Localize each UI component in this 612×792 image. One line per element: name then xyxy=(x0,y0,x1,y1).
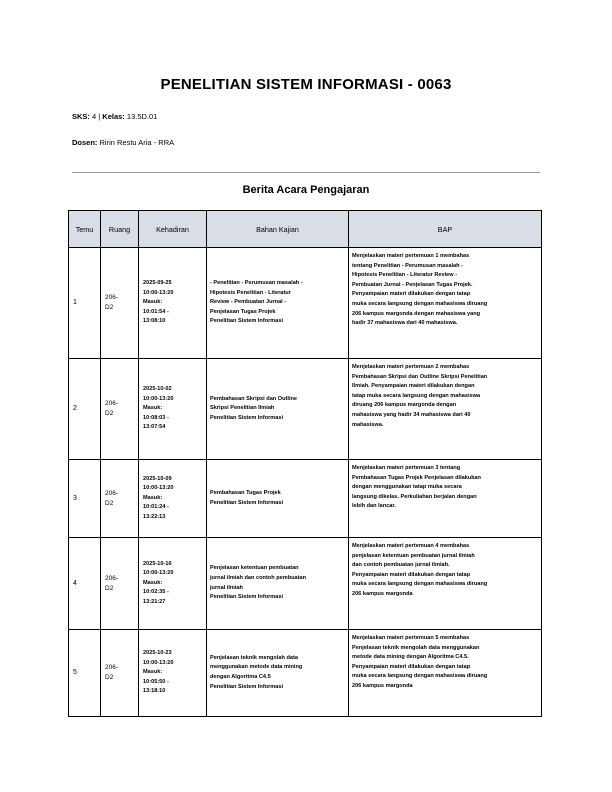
header-kehadiran: Kehadiran xyxy=(139,211,207,248)
cell-kehadiran-text: 2025-10-16 10:00-13:20 Masuk: 10:02:35 - 13:21:27 xyxy=(143,560,174,605)
cell-bahan-kajian-text: Pembahasan Skripsi dan Outline Skripsi Penelitian Ilmiah Penelitian Sistem Informasi xyxy=(210,395,298,421)
cell-kehadiran-text: 2025-09-25 10:00-13:20 Masuk: 10:01:54 - 13:08:10 xyxy=(143,280,174,325)
cell-bahan-kajian-text: Penjelasan teknik mengolah data menggunakan metode data mining dengan Algoritma C4.5 Penelitian Sistem Informasi xyxy=(210,654,303,690)
cell-ruang xyxy=(101,359,139,460)
cell-bahan-kajian xyxy=(207,538,349,630)
cell-ruang xyxy=(101,248,139,359)
teaching-record-table xyxy=(68,210,542,717)
kelas-label: Kelas: xyxy=(102,112,125,121)
cell-kehadiran xyxy=(139,538,207,630)
table-row xyxy=(69,538,542,630)
cell-temu-text: 3 xyxy=(73,494,77,502)
cell-ruang xyxy=(101,460,139,538)
cell-bap-text: Menjelaskan materi pertemuan 4 membahas penjelasan ketentuan pembuatan jurnal ilmiah dan contoh pembuatan jurnal ilmiah. Penyampaian materi dilakukan dengan tatap muka secara langsung dengan mahasiswa diruang 206 kampus margonda xyxy=(352,543,488,597)
table-row xyxy=(69,460,542,538)
sks-value: 4 | xyxy=(89,112,103,121)
cell-temu xyxy=(69,630,101,717)
page-title: PENELITIAN SISTEM INFORMASI - 0063 xyxy=(160,76,452,93)
cell-kehadiran xyxy=(139,460,207,538)
cell-bahan-kajian xyxy=(207,359,349,460)
cell-ruang-text: 206- D2 xyxy=(105,294,119,311)
cell-bap xyxy=(349,538,542,630)
cell-kehadiran-text: 2025-10-02 10:00-13:20 Masuk: 10:08:03 - 13:07:54 xyxy=(143,386,174,431)
cell-ruang xyxy=(101,630,139,717)
cell-bahan-kajian xyxy=(207,248,349,359)
header-temu: Temu xyxy=(69,211,101,248)
header-ruang: Ruang xyxy=(101,211,139,248)
cell-bahan-kajian xyxy=(207,460,349,538)
header-bahan-kajian: Bahan Kajian xyxy=(207,211,349,248)
cell-bap xyxy=(349,630,542,717)
cell-temu xyxy=(69,460,101,538)
cell-kehadiran xyxy=(139,248,207,359)
cell-ruang-text: 206- D2 xyxy=(105,489,119,507)
table-row xyxy=(69,630,542,717)
dosen-value: Ririn Restu Aria - RRA xyxy=(97,138,175,147)
cell-ruang-text: 206- D2 xyxy=(105,664,119,681)
cell-bap xyxy=(349,359,542,460)
dosen-label: Dosen: xyxy=(72,138,98,147)
section-title: Berita Acara Pengajaran xyxy=(242,184,370,196)
course-info xyxy=(72,112,157,121)
lecturer-info xyxy=(72,138,174,147)
table-row xyxy=(69,359,542,460)
divider xyxy=(72,172,540,173)
header-bap: BAP xyxy=(349,211,542,248)
cell-temu xyxy=(69,359,101,460)
cell-kehadiran-text: 2025-10-09 10:00-13:20 Masuk: 10:01:24 - 13:22:13 xyxy=(143,475,174,520)
table-header-row xyxy=(69,211,542,248)
table-row xyxy=(69,248,542,359)
cell-bap-text: Menjelaskan materi pertemuan 1 membahas tentang Penelitian - Perumusan masalah - Hipotesis Penelitian - Literatur Review - Pembuatan Jurnal - Penjelasan Tugas Projek. Penyampaian materi dilakukan dengan tatap muka secara langsung dengan mahasiswa diruang 206 kampus margonda dengan mahasiswa yang hadir 37 mahasiswa dari 40 mahasiswa. xyxy=(352,253,488,327)
cell-temu xyxy=(69,248,101,359)
cell-temu-text: 2 xyxy=(73,405,77,413)
cell-bahan-kajian-text: Pembahasan Tugas Projek Penelitian Sistem Informasi xyxy=(210,489,284,506)
cell-bap-text: Menjelaskan materi pertemuan 2 membahas Pembahasan Skripsi dan Outline Skripsi Penelitian Ilmiah. Penyampaian materi dilakukan dengan tatap muka secara langsung dengan mahasiswa diruang 206 kampus margonda dengan mahasiswa yang hadir 34 mahasiswa dari 40 mahasiswa. xyxy=(352,364,488,428)
cell-bap xyxy=(349,248,542,359)
cell-kehadiran xyxy=(139,359,207,460)
cell-bap-text: Menjelaskan materi pertemuan 5 membahas Penjelasan teknik mengolah data menggunakan metode data mining dengan Algoritma C4.5. Penyampaian materi dilakukan dengan tatap muka secara langsung dengan mahasiswa diruang 206 kampus margonda xyxy=(352,635,488,689)
cell-temu xyxy=(69,538,101,630)
cell-ruang-text: 206- D2 xyxy=(105,400,119,417)
cell-bahan-kajian-text: - Penelitian - Perumusan masalah - Hipotesis Penelitian - Literatur Review - Pembuatan Jurnal - Penjelasan Tugas Projek Penelitian Sistem Informasi xyxy=(210,280,303,325)
cell-temu-text: 4 xyxy=(73,579,77,587)
cell-bahan-kajian-text: Penjelasan ketentuan pembuatan jurnal ilmiah dan contoh pembuatan jurnal ilmiah Penelitian Sistem Informasi xyxy=(210,565,307,601)
cell-bahan-kajian xyxy=(207,630,349,717)
sks-label: SKS: xyxy=(72,112,90,121)
cell-temu-text: 5 xyxy=(73,669,77,677)
cell-ruang xyxy=(101,538,139,630)
cell-bap xyxy=(349,460,542,538)
cell-kehadiran xyxy=(139,630,207,717)
cell-kehadiran-text: 2025-10-23 10:00-13:20 Masuk: 10:05:50 - 13:18:10 xyxy=(143,650,174,695)
cell-temu-text: 1 xyxy=(73,299,77,307)
cell-ruang-text: 206- D2 xyxy=(105,574,119,592)
cell-bap-text: Menjelaskan materi pertemuan 3 tentang Pembahasan Tugas Projek Penjelasan dilakukan dengan menggunakan tatap muka secara langsung dikelas. Perkuliahan berjalan dengan lebih dan lancar. xyxy=(352,465,481,510)
kelas-value: 13.5D.01 xyxy=(124,112,158,121)
